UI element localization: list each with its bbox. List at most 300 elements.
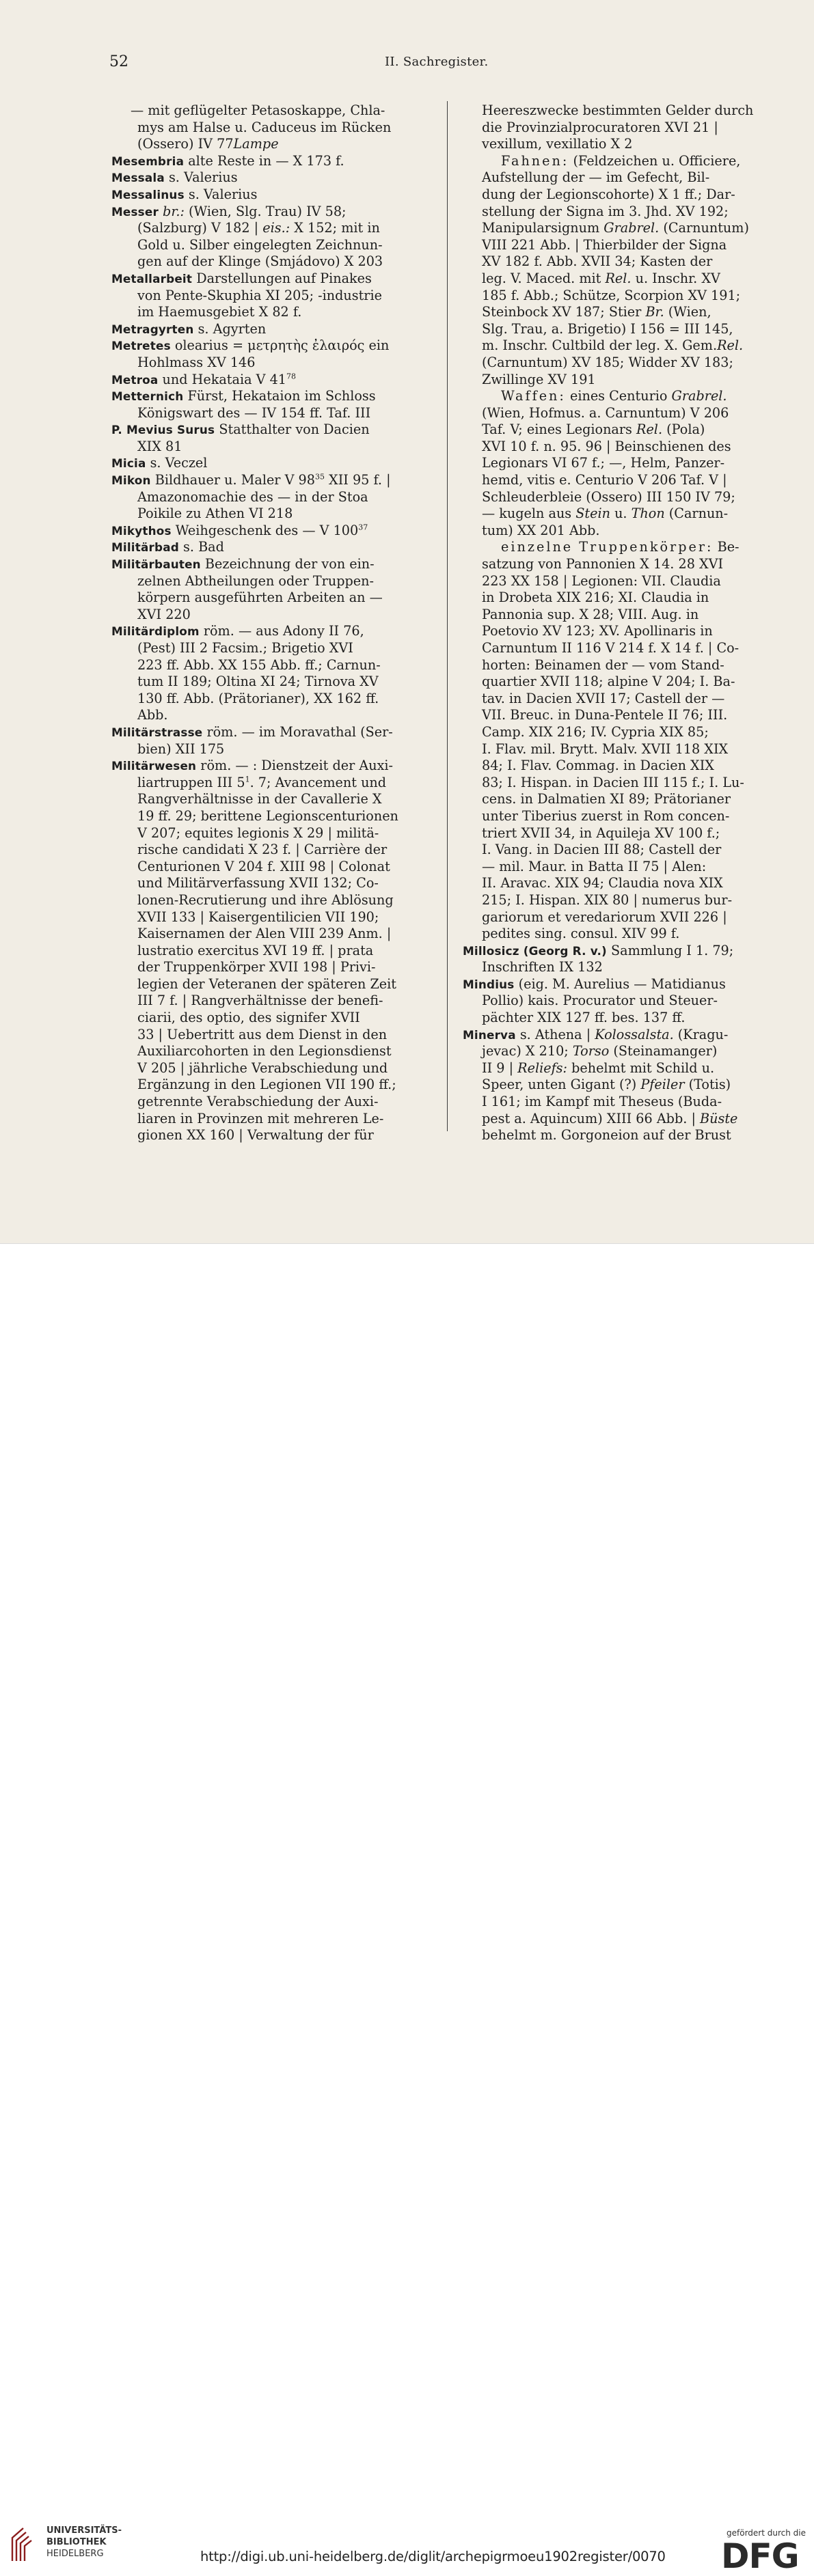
index-line: [111, 1027, 433, 1044]
index-text: Taf. V; eines Legionars: [482, 421, 636, 438]
index-text: Kaisernamen der Alen VIII 239 Anm. |: [137, 926, 392, 942]
index-text: V 207; equites legionis X 29 | militä-: [137, 825, 379, 841]
index-line: [111, 455, 433, 472]
index-line: [482, 337, 803, 355]
index-text: Darstellungen auf Pinakes: [192, 270, 372, 286]
index-text: Weihgeschenk des — V 100: [171, 522, 359, 538]
index-text: (Steinamanger): [609, 1043, 718, 1060]
index-line: [482, 237, 803, 254]
index-line: [111, 976, 433, 993]
index-text: Amazonomachie des — in der Stoa: [137, 488, 368, 505]
index-line: [482, 439, 803, 456]
index-text: III 7 f. | Rangverhältnisse der benefi-: [137, 993, 383, 1009]
index-line: [482, 1094, 803, 1111]
index-text: dung der Legionscohorte) X 1 ff.; Dar-: [482, 186, 735, 202]
index-text: triert XVII 34, in Aquileja XV 100 f.;: [482, 825, 720, 841]
index-line: [111, 337, 433, 355]
index-line: [111, 523, 433, 540]
index-text: hemd, vitis e. Centurio V 206 Taf. V |: [482, 472, 727, 488]
index-text: getrennte Verabschiedung der Auxi-: [137, 1094, 379, 1110]
index-lemma: Messer: [111, 204, 159, 219]
italic-term: eis.:: [262, 220, 290, 236]
index-line: [111, 724, 433, 741]
library-name-line: UNIVERSITÄTS-: [46, 2525, 122, 2536]
index-text: tav. in Dacien XVII 17; Castell der —: [482, 690, 725, 706]
index-line: [111, 573, 433, 590]
index-line: [111, 253, 433, 271]
index-line: [111, 237, 433, 254]
italic-term: Grabrel.: [603, 220, 660, 236]
index-line: [482, 1010, 803, 1027]
index-line: [482, 741, 803, 758]
index-line: [463, 943, 803, 960]
index-line: [111, 288, 433, 305]
index-text: Aufstellung der — im Gefecht, Bil-: [482, 169, 710, 186]
column-divider: [447, 101, 448, 1131]
index-text: Hohlmass XV 146: [137, 354, 256, 370]
footer-bar: [0, 1243, 814, 2576]
running-header: II. Sachregister.: [385, 55, 489, 69]
index-text: Rangverhältnisse in der Cavallerie X: [137, 791, 382, 807]
index-line: [463, 1027, 803, 1044]
index-text: V 205 | jährliche Verabschiedung und: [137, 1060, 388, 1076]
italic-term: Stein: [575, 505, 610, 522]
index-lemma: P. Mevius Surus: [111, 423, 215, 437]
index-text: röm. — aus Adony II 76,: [199, 623, 364, 639]
index-lemma: Militärdiplom: [111, 624, 200, 639]
index-line: [111, 607, 433, 624]
italic-term: Kolossalsta.: [595, 1026, 674, 1042]
index-text: jevac) X 210;: [482, 1043, 573, 1060]
left-index-column: [111, 102, 433, 1144]
index-line: [111, 1043, 433, 1060]
index-text: pedites sing. consul. XIV 99 f.: [482, 926, 680, 942]
index-text: Legionars VI 67 f.; —, Helm, Panzer-: [482, 455, 725, 471]
index-text: 223 ff. Abb. XX 155 Abb. ff.; Carnun-: [137, 656, 381, 673]
index-text: horten: Beinamen der — vom Stand-: [482, 656, 724, 673]
index-line: [111, 825, 433, 842]
index-line: [482, 1111, 803, 1128]
scanned-page: [0, 0, 814, 1243]
index-text: u.: [610, 505, 632, 522]
index-text: Schleuderbleie (Ossero) III 150 IV 79;: [482, 488, 735, 505]
index-text: . 7; Avancement und: [249, 774, 387, 790]
index-line: [482, 472, 803, 489]
index-line: [482, 372, 803, 389]
italic-term: Br.: [645, 304, 664, 320]
index-line: [111, 707, 433, 724]
index-line: [482, 623, 803, 640]
permalink-url[interactable]: http://digi.ub.uni-heidelberg.de/diglit/archepigrmoeu1902register/0070: [200, 2549, 666, 2564]
index-text: II. Aravac. XIX 94; Claudia nova XIX: [482, 875, 723, 891]
index-text: eines Centurio: [565, 388, 672, 404]
index-line: [463, 976, 803, 993]
index-line: [482, 153, 803, 170]
italic-term: Thon: [631, 505, 665, 522]
index-line: [111, 1060, 433, 1077]
index-text: Gold u. Silber eingelegten Zeichnun-: [137, 236, 383, 253]
index-lemma: Metallarbeit: [111, 271, 193, 286]
index-lemma: Millosicz (Georg R. v.): [463, 943, 607, 958]
index-text: Auxiliarcohorten in den Legionsdienst: [137, 1043, 392, 1060]
index-text: lonen-Recrutierung und ihre Ablösung: [137, 891, 394, 908]
index-text: II 9 |: [482, 1060, 518, 1076]
index-text: (Wien,: [664, 304, 711, 320]
index-text: Ergänzung in den Legionen VII 190 ff.;: [137, 1077, 396, 1093]
index-text: lustratio exercitus XVI 19 ff. | prata: [137, 942, 374, 958]
index-lemma: Militärbauten: [111, 557, 201, 572]
index-text: körpern ausgeführten Arbeiten an —: [137, 590, 383, 606]
index-text: s. Bad: [178, 539, 224, 555]
index-line: [111, 472, 433, 489]
index-line: [482, 825, 803, 842]
index-line: [111, 539, 433, 556]
index-text: m. Inschr. Cultbild der leg. X. Gem.: [482, 337, 718, 354]
index-text: 130 ff. Abb. (Prätorianer), XX 162 ff.: [137, 690, 379, 706]
index-text: liartruppen III 5: [137, 774, 245, 790]
index-line: [111, 808, 433, 825]
index-text: gen auf der Klinge (Smjádovo) X 203: [137, 253, 383, 270]
index-text: Zwillinge XV 191: [482, 371, 596, 387]
index-text: mys am Halse u. Caduceus im Rücken: [137, 119, 392, 135]
index-line: [111, 186, 433, 204]
index-text: röm. — : Dienstzeit der Auxi-: [196, 758, 394, 774]
index-line: [111, 691, 433, 708]
index-text: Bildhauer u. Maler V 98: [150, 472, 315, 488]
index-text: (Salzburg) V 182 |: [137, 220, 263, 236]
index-text: (Wien, Hofmus. a. Carnuntum) V 206: [482, 404, 729, 421]
index-text: im Haemusgebiet X 82 f.: [137, 304, 302, 320]
index-text: (Kragu-: [673, 1026, 729, 1042]
index-text: XVI 10 f. n. 95. 96 | Beinschienen des: [482, 438, 731, 454]
index-text: — mit geflügelter Petasoskappe, Chla-: [131, 102, 385, 118]
italic-term: Rel.: [605, 270, 632, 286]
index-text: Camp. XIX 216; IV. Cypria XIX 85;: [482, 723, 709, 740]
index-lemma: Mindius: [463, 977, 515, 991]
index-text: s. Valerius: [184, 186, 258, 202]
index-text: bien) XII 175: [137, 740, 225, 757]
index-text: — kugeln aus: [482, 505, 576, 522]
index-line: [482, 169, 803, 186]
index-text: Poetovio XV 123; XV. Apollinaris in: [482, 623, 713, 639]
index-text: XII 95 f. |: [324, 472, 391, 488]
index-line: [111, 421, 433, 439]
index-lemma: Militärwesen: [111, 759, 197, 773]
index-text: Carnuntum II 116 V 214 f. X 14 f. | Co-: [482, 640, 740, 656]
index-text: liaren in Provinzen mit mehreren Le-: [137, 1110, 384, 1126]
index-lemma: Metternich: [111, 389, 184, 404]
index-text: Pannonia sup. X 28; VIII. Aug. in: [482, 606, 699, 622]
index-line: [111, 741, 433, 758]
index-lemma: Micia: [111, 456, 146, 471]
index-line: [482, 1077, 803, 1094]
index-text: Fürst, Hekataion im Schloss: [183, 388, 376, 404]
index-line: [482, 136, 803, 153]
index-line: [111, 120, 433, 137]
index-text: Abb.: [137, 707, 168, 723]
index-line: [482, 758, 803, 775]
subheading: Fahnen:: [501, 152, 569, 169]
index-text: gariorum et veredariorum XVII 226 |: [482, 909, 727, 925]
index-text: (Wien, Slg. Trau) IV 58;: [184, 203, 347, 219]
index-text: olearius = μετρητὴς ἐλαιρός ein: [170, 337, 390, 354]
index-line: [482, 926, 803, 943]
index-text: rische candidati X 23 f. | Carrière der: [137, 842, 388, 858]
index-text: Slg. Trau, a. Brigetio) I 156 = III 145,: [482, 320, 733, 337]
index-text: leg. V. Maced. mit: [482, 270, 606, 286]
index-line: [482, 640, 803, 657]
index-line: [482, 674, 803, 691]
index-line: [482, 489, 803, 506]
index-text: quartier XVII 118; alpine V 204; I. Ba-: [482, 674, 735, 690]
index-text: Steinbock XV 187; Stier: [482, 304, 646, 320]
index-text: (Ossero) IV 77: [137, 136, 234, 152]
index-text: XV 182 f. Abb. XVII 34; Kasten der: [482, 253, 713, 270]
index-line: [482, 355, 803, 372]
subheading: Waffen:: [501, 388, 566, 404]
index-line: [482, 120, 803, 137]
index-text: (Pest) III 2 Facsim.; Brigetio XVI: [137, 640, 353, 656]
index-line: [111, 169, 433, 186]
index-line: [482, 724, 803, 741]
index-text: I 161; im Kampf mit Theseus (Buda-: [482, 1094, 722, 1110]
index-text: ciarii, des optio, des signifer XVII: [137, 1010, 360, 1026]
index-line: [482, 842, 803, 859]
index-line: [482, 573, 803, 590]
index-line: [111, 859, 433, 876]
index-line: [111, 943, 433, 960]
index-line: [111, 775, 433, 792]
index-text: (eig. M. Aurelius — Matidianus: [514, 975, 726, 992]
index-line: [482, 204, 803, 221]
index-text: u. Inschr. XV: [631, 270, 720, 286]
index-text: in Drobeta XIX 216; XI. Claudia in: [482, 590, 709, 606]
index-text: Be-: [713, 539, 740, 555]
index-text: behelmt m. Gorgoneion auf der Brust: [482, 1127, 731, 1144]
index-line: [111, 489, 433, 506]
index-text: cens. in Dalmatien XI 89; Prätorianer: [482, 791, 731, 807]
index-line: [482, 791, 803, 808]
index-lemma: Minerva: [463, 1027, 516, 1042]
index-line: [482, 707, 803, 724]
index-line: [111, 204, 433, 221]
index-text: Centurionen V 204 f. XIII 98 | Colonat: [137, 858, 390, 874]
index-line: [482, 875, 803, 892]
index-line: [482, 1127, 803, 1144]
index-lemma: Mikon: [111, 473, 151, 488]
index-line: [111, 926, 433, 943]
index-text: (Carnuntum) XV 185; Widder XV 183;: [482, 354, 733, 370]
index-text: I. Vang. in Dacien III 88; Castell der: [482, 842, 722, 858]
index-line: [111, 623, 433, 640]
index-line: [111, 909, 433, 926]
index-lemma: Mesembria: [111, 154, 185, 168]
index-text: Bezeichnung der von ein-: [200, 556, 375, 572]
index-text: und Militärverfassung XVII 132; Co-: [137, 875, 379, 891]
italic-term: Pfeiler: [640, 1077, 685, 1093]
dfg-logo: DFG: [721, 2536, 799, 2576]
index-text: 33 | Uebertritt aus dem Dienst in den: [137, 1026, 388, 1042]
index-text: 19 ff. 29; berittene Legionscenturionen: [137, 807, 398, 824]
university-library-logo-icon: [10, 2525, 37, 2564]
footnote-superscript: 78: [286, 372, 296, 381]
italic-term: Rel.: [636, 421, 663, 438]
index-lemma: Militärbad: [111, 540, 179, 555]
index-text: I. Flav. mil. Brytt. Malv. XVII 118 XIX: [482, 740, 729, 757]
index-line: [111, 842, 433, 859]
index-text: (Carnun-: [664, 505, 729, 522]
index-text: XVI 220: [137, 606, 191, 622]
index-text: Speer, unten Gigant (?): [482, 1077, 641, 1093]
italic-term: Grabrel.: [671, 388, 727, 404]
index-line: [111, 372, 433, 389]
index-line: [482, 421, 803, 439]
index-line: [482, 288, 803, 305]
index-text: legien der Veteranen der späteren Zeit: [137, 975, 396, 992]
index-line: [482, 808, 803, 825]
index-line: [482, 859, 803, 876]
index-lemma: Mikythos: [111, 523, 172, 538]
index-line: [111, 505, 433, 523]
index-text: und Hekataia V 41: [158, 371, 286, 387]
index-text: X 152; mit in: [290, 220, 380, 236]
index-line: [111, 993, 433, 1010]
index-line: [482, 220, 803, 237]
index-line: [111, 556, 433, 573]
library-name: [46, 2525, 122, 2560]
index-line: [482, 892, 803, 909]
index-line: [111, 271, 433, 288]
italic-term: br.:: [163, 203, 185, 219]
index-line: [111, 959, 433, 976]
index-line: [482, 455, 803, 472]
italic-term: Lampe: [233, 136, 279, 152]
index-line: [111, 439, 433, 456]
index-line: [111, 1127, 433, 1144]
index-line: [482, 253, 803, 271]
index-line: [482, 505, 803, 523]
index-line: [111, 674, 433, 691]
index-text: VIII 221 Abb. | Thierbilder der Signa: [482, 236, 727, 253]
subheading: einzelne Truppenkörper:: [501, 539, 714, 555]
index-line: [482, 1043, 803, 1060]
footnote-superscript: 1: [245, 775, 250, 784]
index-text: alte Reste in — X 173 f.: [184, 152, 344, 169]
index-line: [482, 539, 803, 556]
italic-term: Torso: [572, 1043, 610, 1060]
index-line: [482, 102, 803, 120]
index-line: [111, 405, 433, 422]
index-lemma: Messala: [111, 171, 165, 185]
index-line: [111, 590, 433, 607]
index-text: (Totis): [684, 1077, 731, 1093]
index-line: [111, 220, 433, 237]
index-text: (Pola): [662, 421, 705, 438]
index-text: satzung von Pannonien X 14. 28 XVI: [482, 556, 724, 572]
index-line: [111, 875, 433, 892]
index-text: zelnen Abtheilungen oder Truppen-: [137, 572, 374, 589]
index-text: XVII 133 | Kaisergentilicien VII 190;: [137, 909, 379, 925]
index-text: vexillum, vexillatio X 2: [482, 136, 633, 152]
index-text: 215; I. Hispan. XIX 80 | numerus bur-: [482, 891, 733, 908]
index-line: [482, 959, 803, 976]
index-line: [482, 304, 803, 321]
index-lemma: Messalinus: [111, 187, 185, 202]
index-line: [482, 993, 803, 1010]
index-line: [111, 657, 433, 674]
index-line: [482, 321, 803, 338]
index-line: [482, 405, 803, 422]
library-name-line: BIBLIOTHEK: [46, 2537, 107, 2547]
index-text: Pollio) kais. Procurator und Steuer-: [482, 993, 718, 1009]
index-text: s. Valerius: [164, 169, 238, 186]
index-line: [111, 102, 433, 120]
index-text: s. Veczel: [146, 455, 208, 471]
index-line: [482, 657, 803, 674]
index-text: Statthalter von Dacien: [215, 421, 370, 438]
index-text: pest a. Aquincum) XIII 66 Abb. |: [482, 1110, 701, 1126]
index-text: 84; I. Flav. Commag. in Dacien XIX: [482, 758, 714, 774]
index-line: [111, 321, 433, 338]
right-index-column: [463, 102, 803, 1144]
index-line: [111, 1111, 433, 1128]
index-text: Sammlung I 1. 79;: [606, 942, 734, 958]
italic-term: Rel.: [717, 337, 744, 354]
index-text: (Feldzeichen u. Officiere,: [569, 152, 741, 169]
index-line: [482, 607, 803, 624]
index-line: [111, 1094, 433, 1111]
index-line: [482, 775, 803, 792]
index-line: [111, 136, 433, 153]
index-lemma: Metragyrten: [111, 322, 194, 336]
index-line: [111, 640, 433, 657]
index-text: 83; I. Hispan. in Dacien III 115 f.; I. Lu-: [482, 774, 744, 790]
index-line: [111, 1077, 433, 1094]
index-text: gionen XX 160 | Verwaltung der für: [137, 1127, 374, 1144]
index-line: [482, 556, 803, 573]
index-text: pächter XIX 127 ff. bes. 137 ff.: [482, 1010, 686, 1026]
index-text: stellung der Signa im 3. Jhd. XV 192;: [482, 203, 729, 219]
index-line: [482, 1060, 803, 1077]
index-text: von Pente-Skuphia XI 205; -industrie: [137, 287, 382, 303]
footnote-superscript: 37: [358, 523, 368, 532]
index-line: [482, 388, 803, 405]
index-line: [482, 909, 803, 926]
italic-term: Reliefs:: [517, 1060, 567, 1076]
index-line: [482, 186, 803, 204]
index-text: Heereszwecke bestimmten Gelder durch: [482, 102, 754, 118]
index-line: [111, 791, 433, 808]
index-text: der Truppenkörper XVII 198 | Privi-: [137, 959, 376, 975]
index-line: [482, 691, 803, 708]
index-text: 223 XX 158 | Legionen: VII. Claudia: [482, 572, 721, 589]
index-text: röm. — im Moravathal (Ser-: [202, 723, 393, 740]
index-lemma: Metroa: [111, 372, 159, 387]
index-line: [111, 304, 433, 321]
index-text: tum II 189; Oltina XI 24; Tirnova XV: [137, 674, 379, 690]
index-text: 185 f. Abb.; Schütze, Scorpion XV 191;: [482, 287, 741, 303]
page-number: 52: [109, 53, 128, 70]
index-text: VII. Breuc. in Duna-Pentele II 76; III.: [482, 707, 728, 723]
index-text: — mil. Maur. in Batta II 75 | Alen:: [482, 858, 707, 874]
index-line: [111, 1010, 433, 1027]
index-line: [482, 271, 803, 288]
index-text: (Carnuntum): [659, 220, 749, 236]
index-lemma: Militärstrasse: [111, 725, 203, 739]
index-line: [482, 523, 803, 540]
italic-term: Büste: [700, 1110, 738, 1126]
index-line: [111, 758, 433, 775]
